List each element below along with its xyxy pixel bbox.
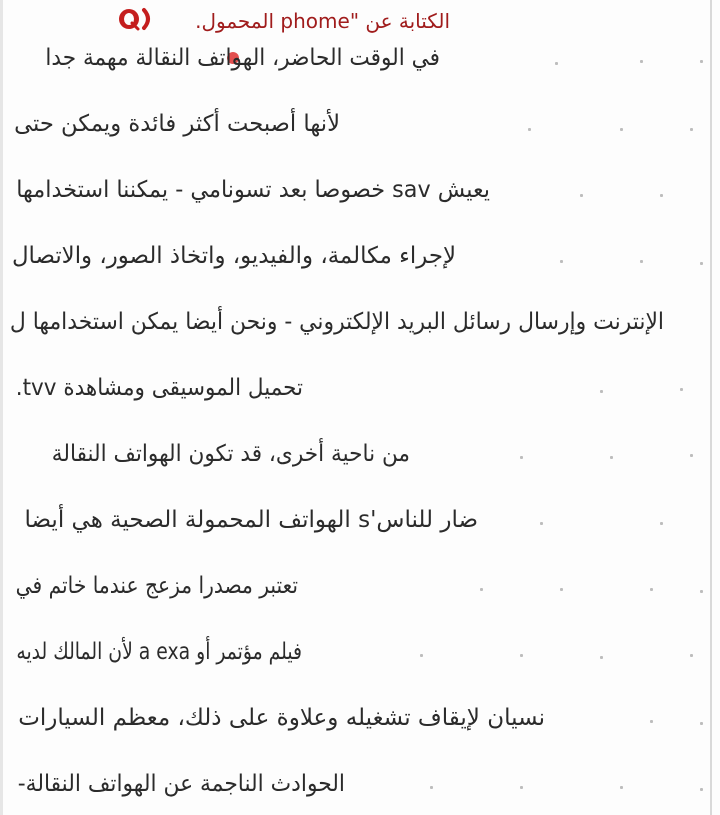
paper-speck [620, 128, 623, 131]
text-line: لإجراء مكالمة، والفيديو، واتخاذ الصور، والاتصال [11, 243, 456, 269]
page-title-row [110, 4, 450, 38]
text-line: لأنها أصبحت أكثر فائدة ويمكن حتى [14, 111, 341, 137]
paper-speck [700, 590, 703, 593]
paper-speck [520, 654, 523, 657]
paper-speck [660, 522, 663, 525]
paper-speck [610, 456, 613, 459]
text-line: تحميل الموسيقى ومشاهدة tvv. [15, 375, 303, 401]
paper-speck [540, 522, 543, 525]
red-logo-icon [116, 6, 156, 32]
paper-speck [700, 262, 703, 265]
text-line: فيلم مؤتمر أو a exa لأن المالك لديه [16, 639, 302, 665]
paper-speck [700, 60, 703, 63]
paper-speck [520, 456, 523, 459]
text-line: ضار للناس's الهواتف المحمولة الصحية هي أيضا [24, 507, 478, 533]
paper-speck [690, 654, 693, 657]
page-left-edge [0, 0, 3, 815]
paper-speck [430, 786, 433, 789]
page-right-edge [710, 0, 712, 815]
page-title: الكتابة عن "phome المحمول. [195, 9, 450, 33]
paper-speck [420, 654, 423, 657]
paper-speck [700, 788, 703, 791]
text-line: الإنترنت وإرسال رسائل البريد الإلكتروني - ونحن أيضا يمكن استخدامها ل [9, 309, 665, 335]
paper-speck [640, 60, 643, 63]
paper-speck [690, 454, 693, 457]
paper-speck [700, 722, 703, 725]
text-line: من ناحية أخرى، قد تكون الهواتف النقالة [51, 441, 410, 467]
paper-speck [480, 588, 483, 591]
text-line: يعيش sav خصوصا بعد تسونامي - يمكننا استخدامها [16, 177, 490, 203]
paper-speck [620, 786, 623, 789]
paper-speck [555, 62, 558, 65]
paper-speck [650, 720, 653, 723]
text-line: نسيان لإيقاف تشغيله وعلاوة على ذلك، معظم السيارات [18, 705, 545, 731]
paper-speck [640, 260, 643, 263]
paper-speck [650, 588, 653, 591]
text-line: في الوقت الحاضر، الهواتف النقالة مهمة جدا [45, 45, 440, 71]
text-line: الحوادث الناجمة عن الهواتف النقالة- [17, 771, 346, 797]
paper-speck [680, 388, 683, 391]
paper-speck [528, 128, 531, 131]
paper-speck [600, 656, 603, 659]
paper-speck [660, 194, 663, 197]
text-line: تعتبر مصدرا مزعج عندما خاتم في [15, 573, 298, 599]
paper-speck [690, 128, 693, 131]
paper-speck [520, 786, 523, 789]
paper-speck [600, 390, 603, 393]
paper-speck [560, 260, 563, 263]
paper-speck [560, 588, 563, 591]
paper-speck [580, 194, 583, 197]
